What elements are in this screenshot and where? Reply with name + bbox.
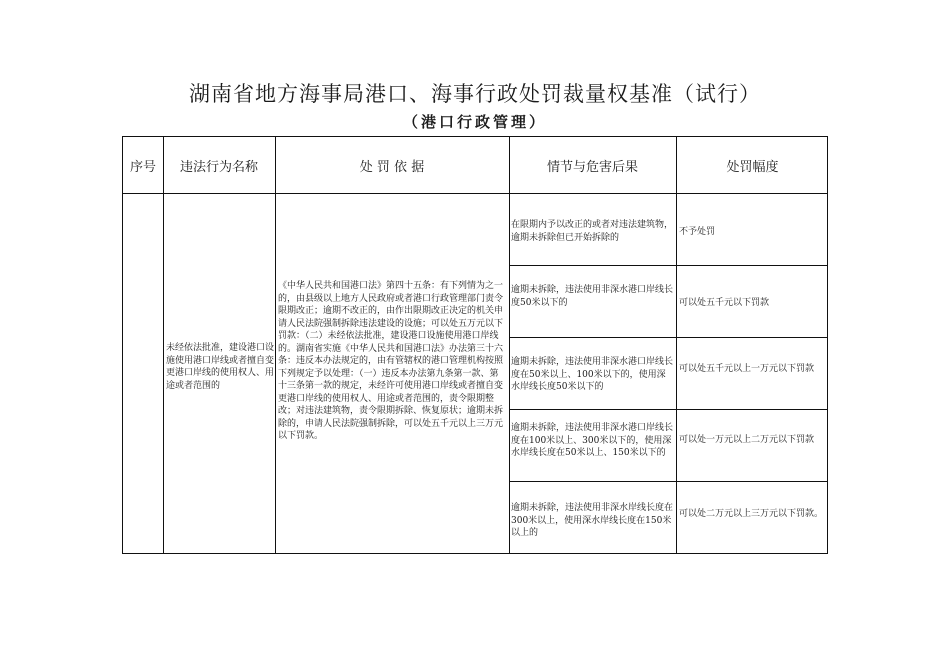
header-index: 序号 [129, 159, 156, 175]
circumstance-level-3: 逾期未拆除，违法使用非深水港口岸线长度在50米以上、100米以下的，使用深水岸线长度50米以下的 [511, 357, 674, 392]
row-divider [509, 265, 827, 266]
violation-name: 未经依法批准，建设港口设施使用港口岸线或者擅自变更港口岸线的使用权人、用途或者范围的 [166, 343, 274, 391]
row-divider [509, 481, 827, 482]
row-divider [509, 337, 827, 338]
header-violation: 违法行为名称 [179, 159, 258, 175]
penalty-level-5: 可以处二万元以上三万元以下罚款。 [679, 509, 824, 519]
header-penalty: 处罚幅度 [726, 159, 779, 175]
penalty-table [122, 136, 828, 554]
row-divider [509, 409, 827, 410]
column-divider [676, 137, 677, 553]
circumstance-level-4: 逾期未拆除，违法使用非深水港口岸线长度在100米以上、300米以下的，使用深水岸线长度在50米以上、150米以下的 [511, 423, 674, 458]
circumstance-level-5: 逾期未拆除，违法使用非深水岸线长度在300米以上，使用深水岸线长度在150米以上的 [511, 503, 674, 538]
document-subtitle: （港口行政管理） [402, 113, 547, 131]
penalty-level-3: 可以处五千元以上一万元以下罚款 [679, 364, 815, 374]
column-divider [509, 137, 510, 553]
header-circumstances: 情节与危害后果 [546, 159, 638, 175]
penalty-level-1: 不予处罚 [679, 227, 716, 237]
header-basis: 处 罚 依 据 [359, 159, 425, 175]
column-divider [275, 137, 276, 553]
header-divider [123, 193, 827, 194]
penalty-level-4: 可以处一万元以上二万元以下罚款 [679, 435, 815, 445]
document-title: 湖南省地方海事局港口、海事行政处罚裁量权基准（试行） [189, 82, 761, 106]
penalty-basis: 《中华人民共和国港口法》第四十五条：有下列情为之一的，由县级以上地方人民政府或者港口行政管理部门责令限期改正；逾期不改正的，由作出限期改正决定的机关申请人民法院强制拆除违法建设的设施；可以处五万元以下罚款：（二）未经依法批准，建设港口设施使用港口岸线的。湖南省实施《中华人民共和国港口法》办法第三十六条：违反本办法规定的，由有管辖权的港口管理机构按照下列规定予以处理：（一）违反本办法第九条第一款、第十三条第一款的规定，未经许可使用港口岸线或者擅自变更港口岸线的使用权人、用途或者范围的，责令限期整改；对违法建筑物，责令限期拆除、恢复原状；逾期未拆除的，申请人民法院强制拆除，可以处五千元以上三万元以下罚款。 [278, 281, 504, 441]
circumstance-level-1: 在限期内予以改正的或者对违法建筑物，逾期未拆除但已开始拆除的 [511, 220, 674, 243]
circumstance-level-2: 逾期未拆除，违法使用非深水港口岸线长度50米以下的 [511, 285, 674, 308]
penalty-level-2: 可以处五千元以下罚款 [679, 298, 770, 308]
column-divider [163, 137, 164, 553]
